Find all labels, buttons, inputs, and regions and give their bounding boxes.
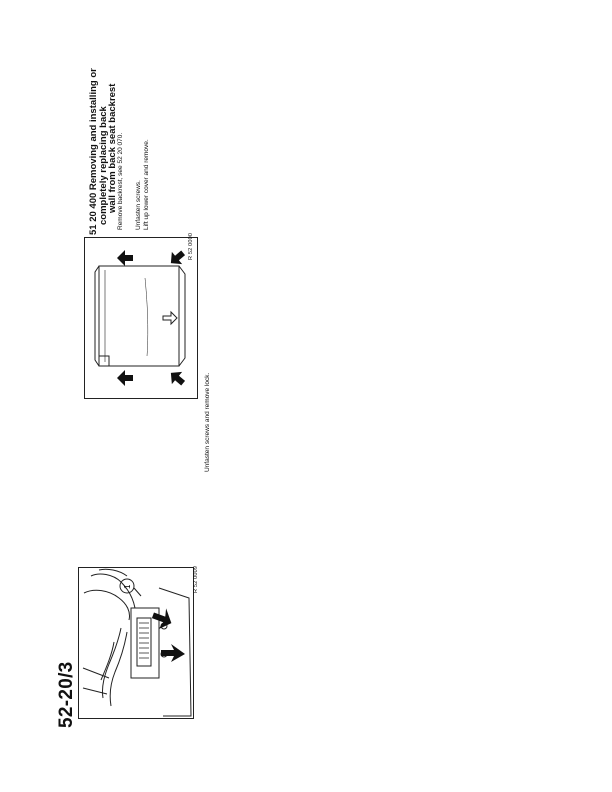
figure-reference-wall: R 52 0000 bbox=[188, 232, 194, 260]
back-wall-illustration bbox=[84, 237, 198, 399]
callout-number: 1 bbox=[123, 584, 132, 589]
title-line-3: wall from back seat backrest bbox=[107, 83, 118, 213]
step-lift-cover: Lift up lower cover and remove. bbox=[143, 139, 150, 230]
section-title bbox=[89, 68, 118, 235]
title-line-2: completely replacing back bbox=[97, 106, 109, 225]
page-number: 52-20/3 bbox=[56, 661, 77, 728]
figure-reference-lock: R 52 0009 bbox=[193, 565, 199, 593]
lock-drawing bbox=[79, 568, 193, 718]
step-remove-backrest: Remove backrest, see 52 20 070. bbox=[117, 132, 124, 230]
step-unfasten-screws: Unfasten screws. bbox=[135, 180, 142, 230]
caption-unfasten-lock: Unfasten screws and remove lock. bbox=[204, 372, 211, 472]
lift-arrow bbox=[163, 312, 177, 324]
screw-arrows bbox=[149, 605, 185, 662]
title-line-1: 51 20 400 Removing and installing or bbox=[88, 68, 99, 235]
hand-outline bbox=[84, 590, 130, 620]
lock-illustration bbox=[78, 567, 194, 719]
back-wall-drawing bbox=[85, 238, 197, 398]
